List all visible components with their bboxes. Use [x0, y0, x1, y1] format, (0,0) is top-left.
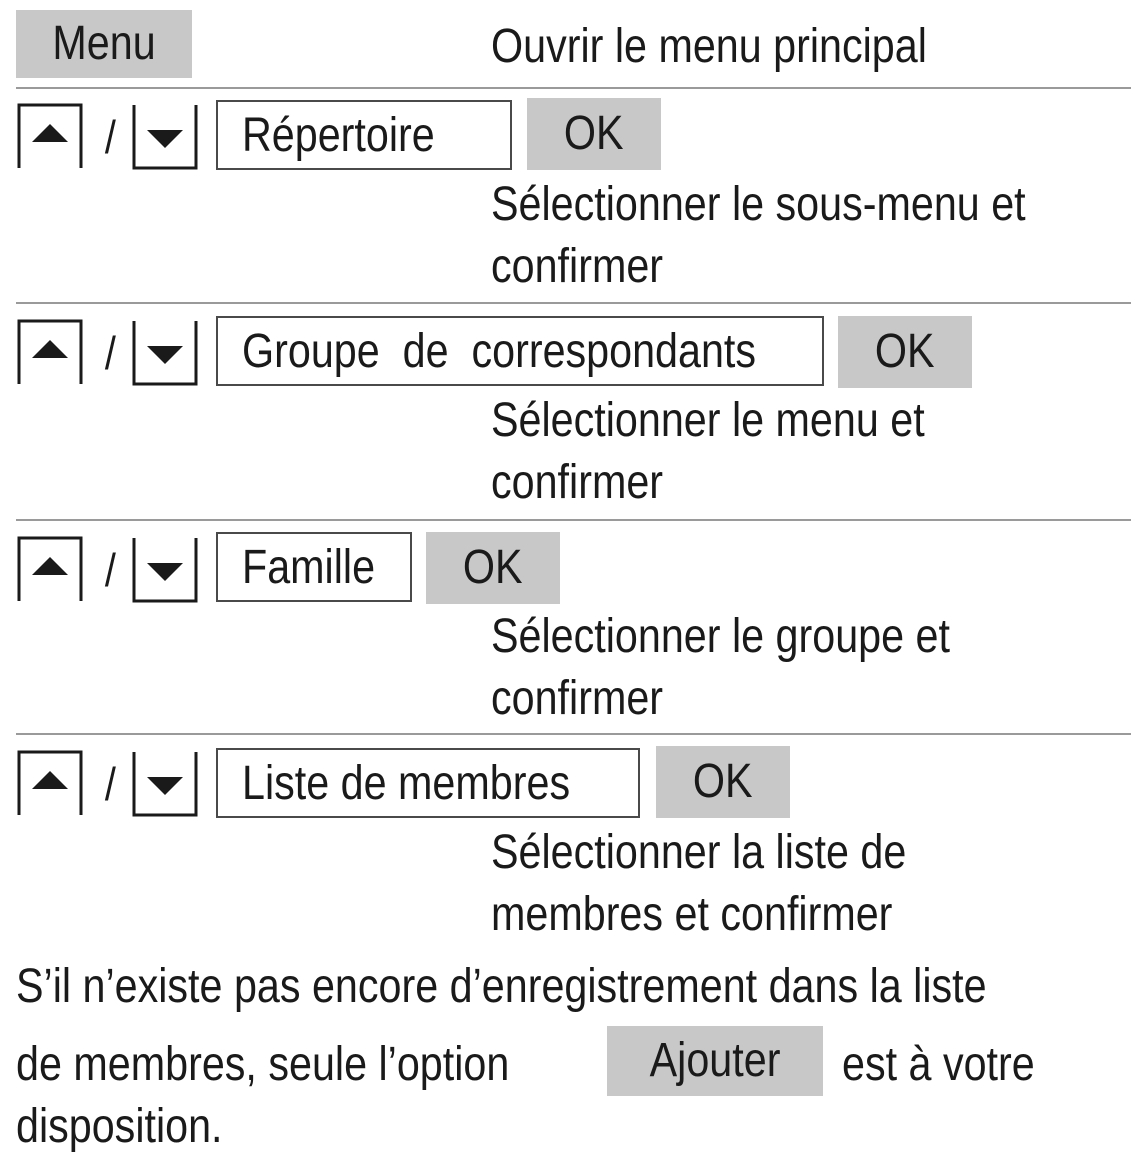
ok-key[interactable]: [656, 746, 790, 818]
note-line-2-start: de membres, seule l’option: [16, 1038, 510, 1091]
step-description: [491, 174, 1026, 298]
step-description: [491, 822, 906, 946]
description-line: Sélectionner le menu et: [491, 394, 925, 447]
divider: [16, 87, 1131, 89]
menu-item-label: Groupe de correspondants: [242, 324, 757, 378]
note-line-3: disposition.: [16, 1100, 223, 1153]
menu-key[interactable]: [16, 10, 192, 78]
ajouter-option[interactable]: [607, 1026, 823, 1096]
menu-item-liste-de-membres[interactable]: [216, 748, 640, 818]
description-line: Sélectionner le groupe et: [491, 610, 950, 663]
ok-key[interactable]: [838, 316, 972, 388]
ok-key-label: OK: [564, 107, 624, 160]
menu-item-label: Répertoire: [242, 108, 435, 162]
arrow-up-key-icon[interactable]: [16, 749, 84, 817]
menu-item-label: Famille: [242, 540, 376, 594]
menu-item-famille[interactable]: [216, 532, 412, 602]
menu-key-label: Menu: [52, 17, 156, 70]
separator: /: [104, 327, 116, 379]
ok-key-label: OK: [693, 755, 753, 808]
arrow-down-key-icon[interactable]: [131, 749, 199, 817]
step-description: [491, 390, 925, 514]
separator: /: [104, 544, 116, 596]
description-line: confirmer: [491, 240, 664, 293]
arrow-up-key-icon[interactable]: [16, 535, 84, 603]
description-line: confirmer: [491, 456, 664, 509]
arrow-down-key-icon[interactable]: [131, 102, 199, 170]
step-description: [491, 16, 927, 78]
divider: [16, 519, 1131, 521]
ok-key-label: OK: [463, 541, 523, 594]
separator: /: [104, 758, 116, 810]
description-line: Sélectionner le sous-menu et: [491, 178, 1026, 231]
divider: [16, 733, 1131, 735]
description-line: Ouvrir le menu principal: [491, 20, 927, 73]
arrow-down-key-icon[interactable]: [131, 318, 199, 386]
note-line-2-end: est à votre: [842, 1038, 1035, 1091]
arrow-up-key-icon[interactable]: [16, 102, 84, 170]
description-line: Sélectionner la liste de: [491, 826, 907, 879]
arrow-down-key-icon[interactable]: [131, 535, 199, 603]
ajouter-option-label: Ajouter: [649, 1034, 781, 1087]
ok-key[interactable]: [527, 98, 661, 170]
description-line: confirmer: [491, 672, 664, 725]
description-line: membres et confirmer: [491, 888, 893, 941]
step-description: [491, 606, 950, 730]
ok-key[interactable]: [426, 532, 560, 604]
note-line-1: S’il n’existe pas encore d’enregistrement dans la liste: [16, 960, 987, 1013]
divider: [16, 302, 1131, 304]
arrow-up-key-icon[interactable]: [16, 318, 84, 386]
menu-item-label: Liste de membres: [242, 756, 571, 810]
menu-item-repertoire[interactable]: [216, 100, 512, 170]
menu-item-groupe-de-correspondants[interactable]: [216, 316, 824, 386]
ok-key-label: OK: [875, 325, 935, 378]
separator: /: [104, 111, 116, 163]
